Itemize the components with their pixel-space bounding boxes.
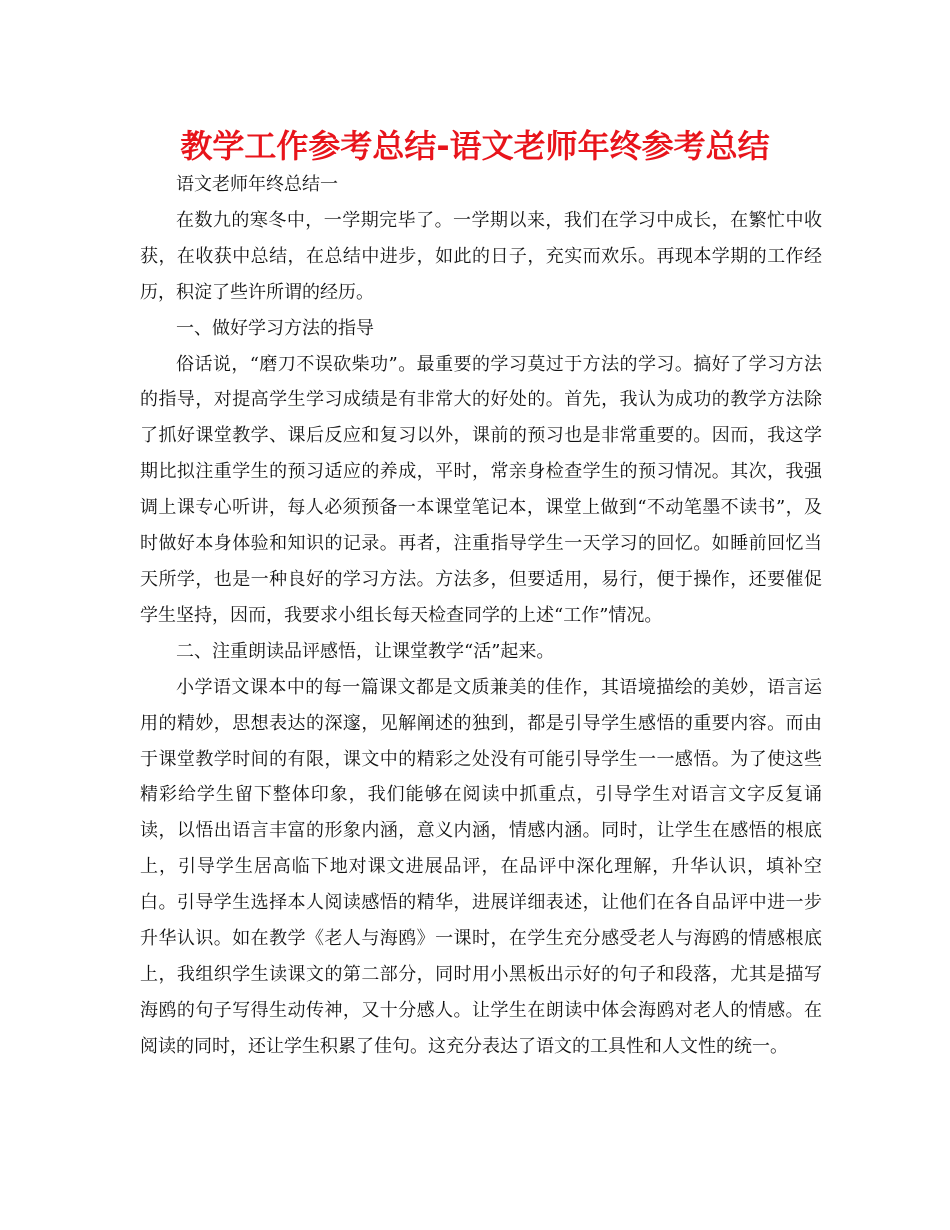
- paragraph-study-methods: 俗话说，“磨刀不误砍柴功”。最重要的学习莫过于方法的学习。搞好了学习方法的指导，对提高学生学习成绩是有非常大的好处的。首先，我认为成功的教学方法除了抓好课堂教学、课后反应和复习以外，课前的预习也是非常重要的。因而，我这学期比拟注重学生的预习适应的养成，平时，常亲身检查学生的预习情况。其次，我强调上课专心听讲，每人必须预备一本课堂笔记本，课堂上做到“不动笔墨不读书”，及时做好本身体验和知识的记录。再者，注重指导学生一天学习的回忆。如睡前回忆当天所学，也是一种良好的学习方法。方法多，但要适用，易行，便于操作，还要催促学生坚持，因而，我要求小组长每天检查同学的上述“工作”情况。: [140, 353, 822, 626]
- paragraph-reading: 小学语文课本中的每一篇课文都是文质兼美的佳作，其语境描绘的美妙，语言运用的精妙，思想表达的深邃，见解阐述的独到，都是引导学生感悟的重要内容。而由于课堂教学时间的有限，课文中的精彩之处没有可能引导学生一一感悟。为了使这些精彩给学生留下整体印象，我们能够在阅读中抓重点，引导学生对语言文字反复诵读，以悟出语言丰富的形象内涵，意义内涵，情感内涵。同时，让学生在感悟的根底上，引导学生居高临下地对课文进展品评，在品评中深化理解，升华认识，填补空白。引导学生选择本人阅读感悟的精华，进展详细表述，让他们在各自品评中进一步升华认识。如在教学《老人与海鸥》一课时，在学生充分感受老人与海鸥的情感根底上，我组织学生读课文的第二部分，同时用小黑板出示好的句子和段落，尤其是描写海鸥的句子写得生动传神，又十分感人。让学生在朗读中体会海鸥对老人的情感。在阅读的同时，还让学生积累了佳句。这充分表达了语文的工具性和人文性的统一。: [140, 676, 822, 1057]
- section-subtitle: 语文老师年终总结一: [176, 174, 338, 195]
- section-heading-1: 一、做好学习方法的指导: [176, 317, 374, 339]
- document-title: 教学工作参考总结-语文老师年终参考总结: [180, 127, 770, 165]
- section-heading-2: 二、注重朗读品评感悟，让课堂教学“活”起来。: [176, 640, 555, 662]
- document-body: [140, 167, 822, 1065]
- paragraph-intro: 在数九的寒冬中，一学期完毕了。一学期以来，我们在学习中成长，在繁忙中收获，在收获中总结，在总结中进步，如此的日子，充实而欢乐。再现本学期的工作经历，积淀了些许所谓的经历。: [140, 209, 822, 303]
